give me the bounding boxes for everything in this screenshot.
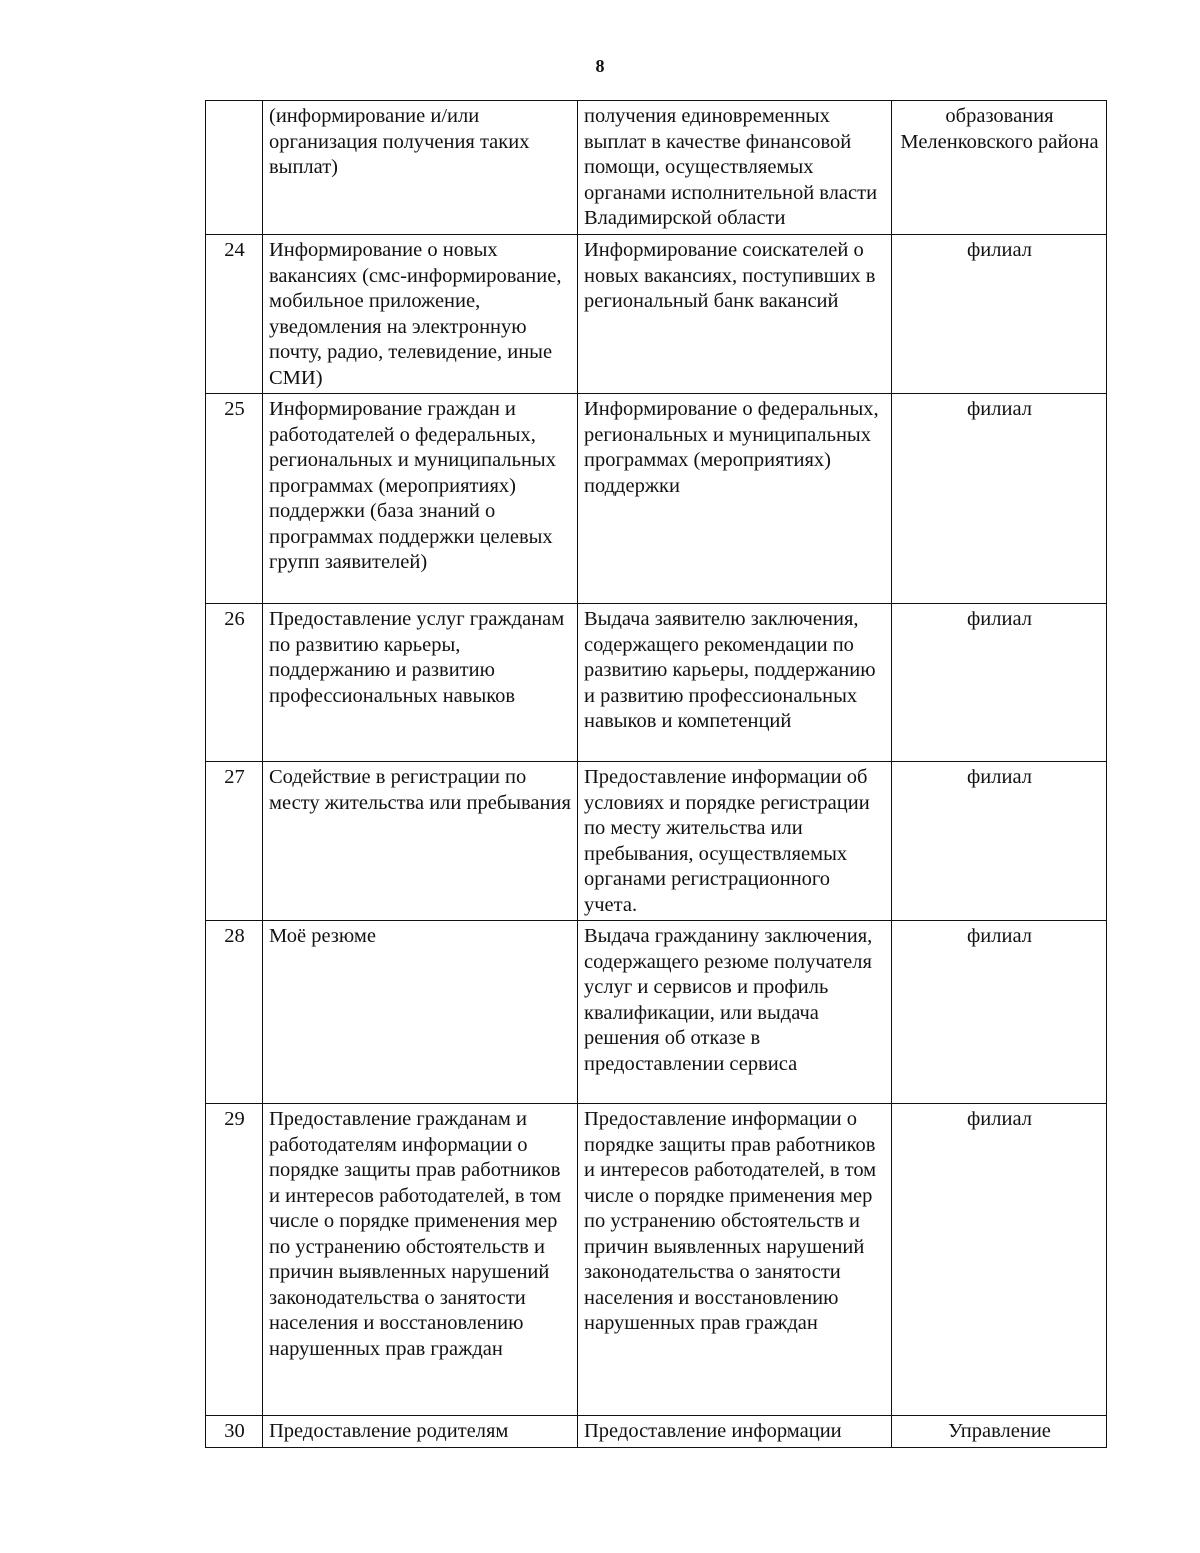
- service-result-cell: Предоставление информации: [578, 1416, 892, 1448]
- service-name-cell: Моё резюме: [263, 921, 578, 1104]
- table-row: [206, 762, 1107, 921]
- executor-cell: филиал: [892, 1104, 1107, 1416]
- table-row: [206, 101, 1107, 235]
- row-number-cell: 25: [206, 394, 263, 604]
- service-result-cell: Предоставление информации об условиях и порядке регистрации по месту жительства или пребывания, осуществляемых органами регистрационного учета.: [578, 762, 892, 921]
- table-row: [206, 1416, 1107, 1448]
- service-result-cell: Информирование соискателей о новых вакансиях, поступивших в региональный банк вакансий: [578, 235, 892, 394]
- service-name-cell: Информирование граждан и работодателей о федеральных, региональных и муниципальных программах (мероприятиях) поддержки (база знаний о программах поддержки целевых групп заявителей): [263, 394, 578, 604]
- executor-cell: филиал: [892, 394, 1107, 604]
- executor-cell: филиал: [892, 762, 1107, 921]
- executor-cell: филиал: [892, 604, 1107, 762]
- service-result-cell: Информирование о федеральных, региональных и муниципальных программах (мероприятиях) поддержки: [578, 394, 892, 604]
- row-number-cell: 29: [206, 1104, 263, 1416]
- row-number-cell: 28: [206, 921, 263, 1104]
- row-number-cell: 27: [206, 762, 263, 921]
- services-table: [205, 100, 1107, 1448]
- service-name-cell: Содействие в регистрации по месту жительства или пребывания: [263, 762, 578, 921]
- executor-cell: филиал: [892, 921, 1107, 1104]
- service-name-cell: Предоставление родителям: [263, 1416, 578, 1448]
- table-row: [206, 921, 1107, 1104]
- table-row: [206, 1104, 1107, 1416]
- executor-cell: образования Меленковского района: [892, 101, 1107, 235]
- service-name-cell: Предоставление гражданам и работодателям информации о порядке защиты прав работников и интересов работодателей, в том числе о порядке применения мер по устранению обстоятельств и причин выявленных нарушений законодательства о занятости населения и восстановлению нарушенных прав граждан: [263, 1104, 578, 1416]
- page-number: 8: [595, 56, 605, 76]
- service-name-cell: Информирование о новых вакансиях (смс-информирование, мобильное приложение, уведомления на электронную почту, радио, телевидение, иные СМИ): [263, 235, 578, 394]
- row-number-cell: 26: [206, 604, 263, 762]
- row-number-cell: 30: [206, 1416, 263, 1448]
- table-row: [206, 604, 1107, 762]
- executor-cell: Управление: [892, 1416, 1107, 1448]
- service-result-cell: Выдача гражданину заключения, содержащего резюме получателя услуг и сервисов и профиль квалификации, или выдача решения об отказе в предоставлении сервиса: [578, 921, 892, 1104]
- executor-cell: филиал: [892, 235, 1107, 394]
- service-name-cell: (информирование и/или организация получения таких выплат): [263, 101, 578, 235]
- service-result-cell: Предоставление информации о порядке защиты прав работников и интересов работодателей, в том числе о порядке применения мер по устранению обстоятельств и причин выявленных нарушений законодательства о занятости населения и восстановлению нарушенных прав граждан: [578, 1104, 892, 1416]
- service-result-cell: Выдача заявителю заключения, содержащего рекомендации по развитию карьеры, поддержанию и развитию профессиональных навыков и компетенций: [578, 604, 892, 762]
- row-number-cell: [206, 101, 263, 235]
- table-row: [206, 235, 1107, 394]
- service-result-cell: получения единовременных выплат в качестве финансовой помощи, осуществляемых органами исполнительной власти Владимирской области: [578, 101, 892, 235]
- row-number-cell: 24: [206, 235, 263, 394]
- table-row: [206, 394, 1107, 604]
- service-name-cell: Предоставление услуг гражданам по развитию карьеры, поддержанию и развитию профессиональных навыков: [263, 604, 578, 762]
